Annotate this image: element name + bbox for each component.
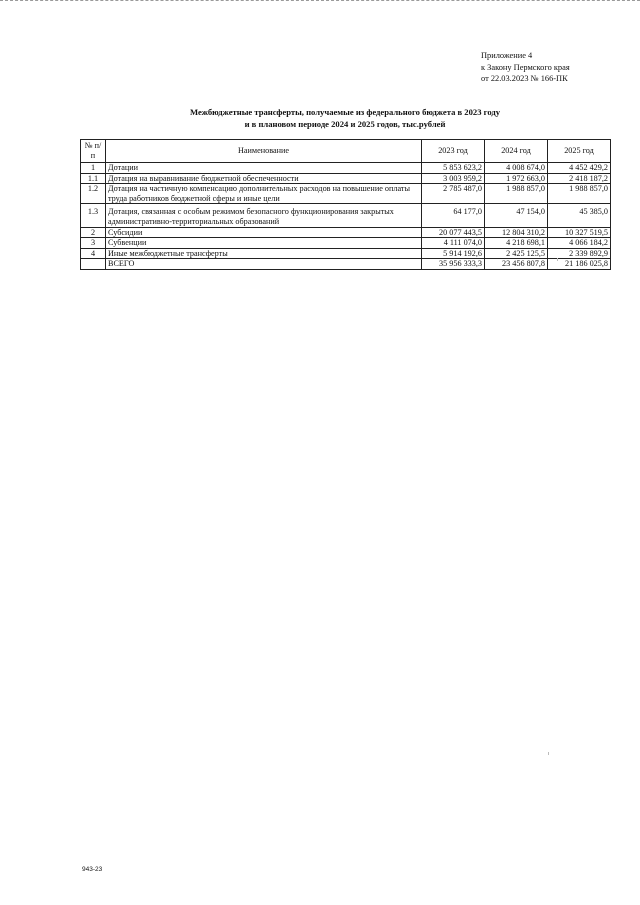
total-num (81, 259, 106, 270)
table-row (81, 173, 611, 184)
total-2023: 35 956 333,3 (422, 259, 485, 270)
row-num: 2 (81, 227, 106, 238)
row-2024: 2 425 125,5 (485, 248, 548, 259)
row-2024: 1 988 857,0 (485, 184, 548, 204)
total-2024: 23 456 807,8 (485, 259, 548, 270)
title-line-2: и в плановом периоде 2024 и 2025 годов, тыс.рублей (244, 119, 446, 129)
row-name: Субсидии (106, 227, 422, 238)
row-name: Дотация, связанная с особым режимом безопасного функционирования закрытых административно-территориальных образований (106, 204, 422, 227)
row-2023: 2 785 487,0 (422, 184, 485, 204)
row-2025: 10 327 519,5 (548, 227, 611, 238)
row-name: Иные межбюджетные трансферты (106, 248, 422, 259)
row-2023: 4 111 074,0 (422, 238, 485, 249)
table-row (81, 204, 611, 227)
row-2024: 12 804 310,2 (485, 227, 548, 238)
row-num: 1 (81, 163, 106, 174)
header-name: Наименование (106, 140, 422, 163)
row-num: 3 (81, 238, 106, 249)
table-row (81, 184, 611, 204)
row-2024: 1 972 663,0 (485, 173, 548, 184)
scan-edge (0, 0, 640, 3)
table-total-row (81, 259, 611, 270)
total-label: ВСЕГО (106, 259, 422, 270)
table-row (81, 163, 611, 174)
row-2023: 3 003 959,2 (422, 173, 485, 184)
row-name: Дотация на выравнивание бюджетной обеспеченности (106, 173, 422, 184)
row-num: 1.2 (81, 184, 106, 204)
header-2025: 2025 год (548, 140, 611, 163)
row-2025: 2 418 187,2 (548, 173, 611, 184)
table-row (81, 248, 611, 259)
row-num: 4 (81, 248, 106, 259)
appendix-note (481, 50, 570, 85)
document-title (80, 106, 610, 130)
footer-code: 943-23 (82, 866, 103, 873)
row-2025: 4 452 429,2 (548, 163, 611, 174)
row-2023: 64 177,0 (422, 204, 485, 227)
row-2025: 45 385,0 (548, 204, 611, 227)
row-num: 1.3 (81, 204, 106, 227)
row-2023: 20 077 443,5 (422, 227, 485, 238)
header-2024: 2024 год (485, 140, 548, 163)
row-num: 1.1 (81, 173, 106, 184)
row-2023: 5 914 192,6 (422, 248, 485, 259)
table-row (81, 227, 611, 238)
row-2023: 5 853 623,2 (422, 163, 485, 174)
scan-speck (548, 752, 549, 755)
row-2024: 47 154,0 (485, 204, 548, 227)
appendix-line-1: Приложение 4 (481, 51, 533, 60)
appendix-line-2: к Закону Пермского края (481, 62, 570, 72)
row-2024: 4 008 674,0 (485, 163, 548, 174)
row-2025: 4 066 184,2 (548, 238, 611, 249)
row-name: Субвенции (106, 238, 422, 249)
appendix-line-3: от 22.03.2023 № 166-ПК (481, 74, 568, 84)
total-2025: 21 186 025,8 (548, 259, 611, 270)
transfers-table (80, 139, 611, 270)
row-2024: 4 218 698,1 (485, 238, 548, 249)
table-row (81, 238, 611, 249)
header-num: № п/п (81, 140, 106, 163)
row-2025: 2 339 892,9 (548, 248, 611, 259)
table-header-row (81, 140, 611, 163)
row-name: Дотация на частичную компенсацию дополнительных расходов на повышение оплаты труда работников бюджетной сферы и иные цели (106, 184, 422, 204)
header-2023: 2023 год (422, 140, 485, 163)
scan-speck (557, 258, 558, 261)
title-line-1: Межбюджетные трансферты, получаемые из федерального бюджета в 2023 году (189, 107, 501, 117)
row-name: Дотации (106, 163, 422, 174)
row-2025: 1 988 857,0 (548, 184, 611, 204)
